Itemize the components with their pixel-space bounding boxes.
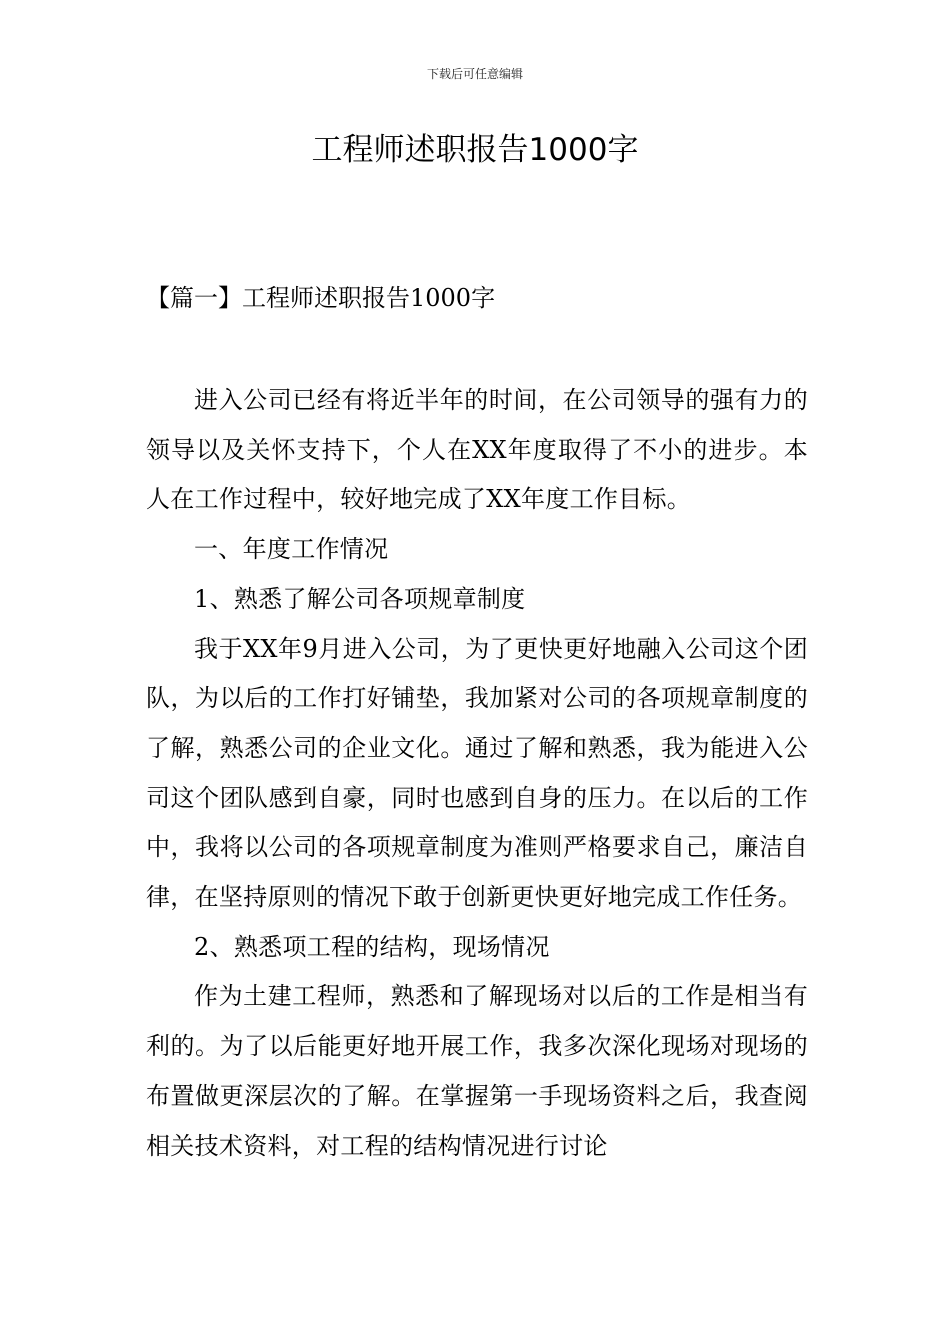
paragraph-heading-annual-work: 一、年度工作情况 [194, 535, 389, 564]
document-title: 工程师述职报告1000字 [311, 132, 639, 168]
paragraph-structure-detail: 作为土建工程师，熟悉和了解现场对以后的工作是相当有利的。为了以后能更好地开展工作，我多次深化现场对现场的布置做更深层次的了解。在掌握第一手现场资料之后，我查阅相关技术资料，对工程的结构情况进行讨论 [146, 982, 808, 1160]
document-body [146, 376, 808, 1171]
paragraph-rules-detail: 我于XX年9月进入公司，为了更快更好地融入公司这个团队，为以后的工作打好铺垫，我加紧对公司的各项规章制度的了解，熟悉公司的企业文化。通过了解和熟悉，我为能进入公司这个团队感到自豪，同时也感到自身的压力。在以后的工作中，我将以公司的各项规章制度为准则严格要求自己，廉洁自律，在坚持原则的情况下敢于创新更快更好地完成工作任务。 [146, 634, 808, 912]
paragraph-intro: 进入公司已经有将近半年的时间，在公司领导的强有力的领导以及关怀支持下，个人在XX年度取得了不小的进步。本人在工作过程中，较好地完成了XX年度工作目标。 [146, 386, 808, 514]
section-heading: 【篇一】工程师述职报告1000字 [146, 284, 496, 312]
header-note: 下载后可任意编辑 [426, 67, 523, 81]
paragraph-subheading-structure: 2、熟悉项工程的结构，现场情况 [194, 932, 550, 961]
paragraph-subheading-rules: 1、熟悉了解公司各项规章制度 [194, 584, 526, 613]
